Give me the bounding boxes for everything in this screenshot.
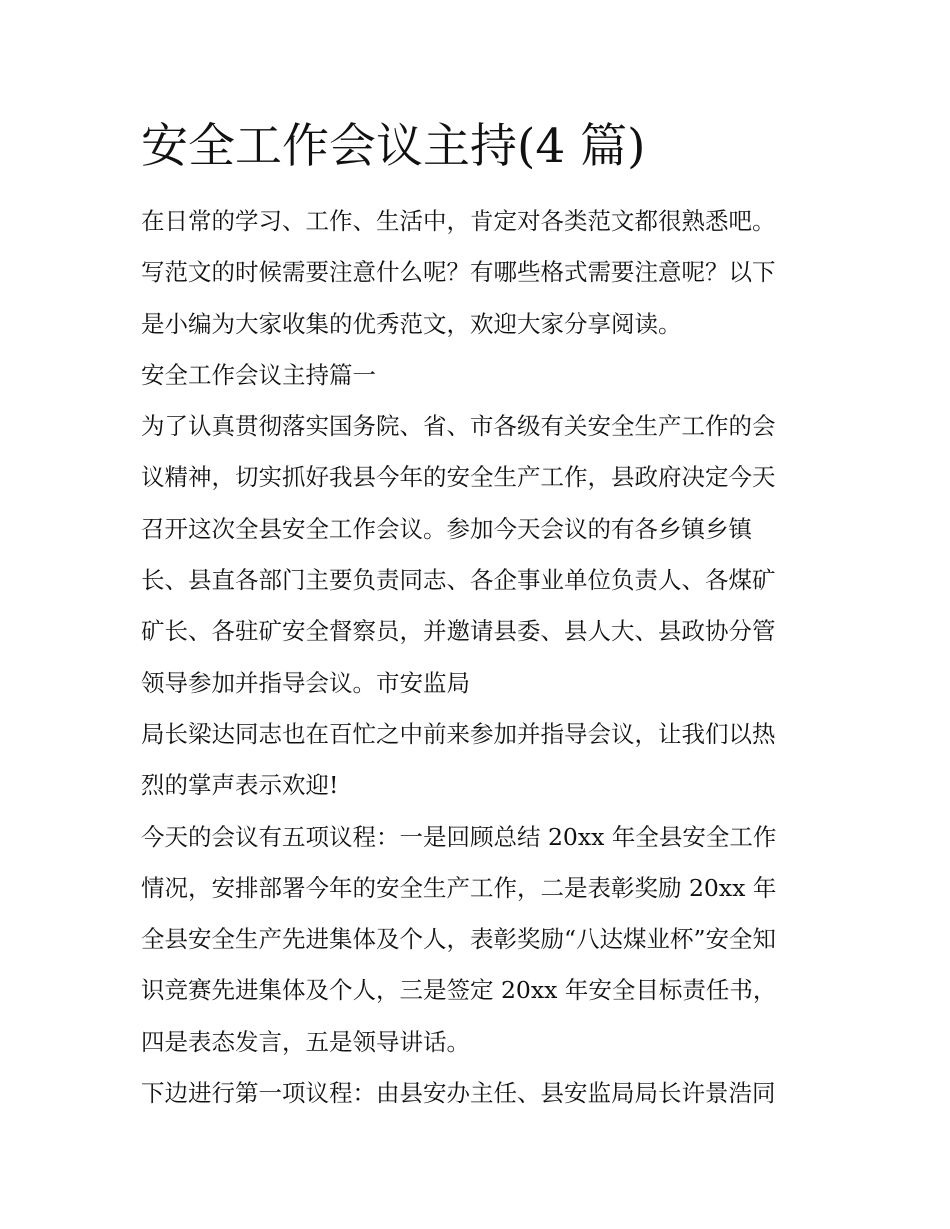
text-line: 领导参加并指导会议。市安监局: [141, 668, 470, 697]
text-line: 在日常的学习、工作、生活中，肯定对各类范文都很熟悉吧。: [141, 207, 776, 235]
text-line: 全县安全生产先进集体及个人，表彰奖励“八达煤业杯”安全知: [141, 925, 777, 954]
text-line: 烈的掌声表示欢迎!: [141, 771, 339, 800]
text-line: 矿长、各驻矿安全督察员，并邀请县委、县人大、县政协分管: [141, 617, 776, 646]
text-line: 写范文的时候需要注意什么呢？有哪些格式需要注意呢？以下: [141, 258, 776, 287]
text-line: 识竞赛先进集体及个人，三是签定 20xx 年安全目标责任书，: [141, 976, 777, 1005]
text-line: 局长梁达同志也在百忙之中前来参加并指导会议，让我们以热: [141, 719, 776, 748]
text-line: 长、县直各部门主要负责同志、各企事业单位负责人、各煤矿: [141, 566, 776, 595]
document-body: [141, 196, 813, 1119]
document-title: 安全工作会议主持(4 篇): [141, 119, 646, 174]
text-line: 议精神，切实抓好我县今年的安全生产工作，县政府决定今天: [141, 463, 776, 492]
text-line: 今天的会议有五项议程：一是回顾总结 20xx 年全县安全工作: [141, 822, 777, 851]
text-line: 是小编为大家收集的优秀范文，欢迎大家分享阅读。: [141, 309, 682, 338]
text-line: 下边进行第一项议程：由县安办主任、县安监局局长许景浩同: [141, 1079, 776, 1108]
text-line: 为了认真贯彻落实国务院、省、市各级有关安全生产工作的会: [141, 412, 776, 441]
section-heading: 安全工作会议主持篇一: [141, 360, 376, 389]
text-line: 情况，安排部署今年的安全生产工作，二是表彰奖励 20xx 年: [141, 873, 777, 902]
text-line: 四是表态发言，五是领导讲话。: [141, 1027, 470, 1056]
text-line: 召开这次全县安全工作会议。参加今天会议的有各乡镇乡镇: [141, 514, 752, 543]
